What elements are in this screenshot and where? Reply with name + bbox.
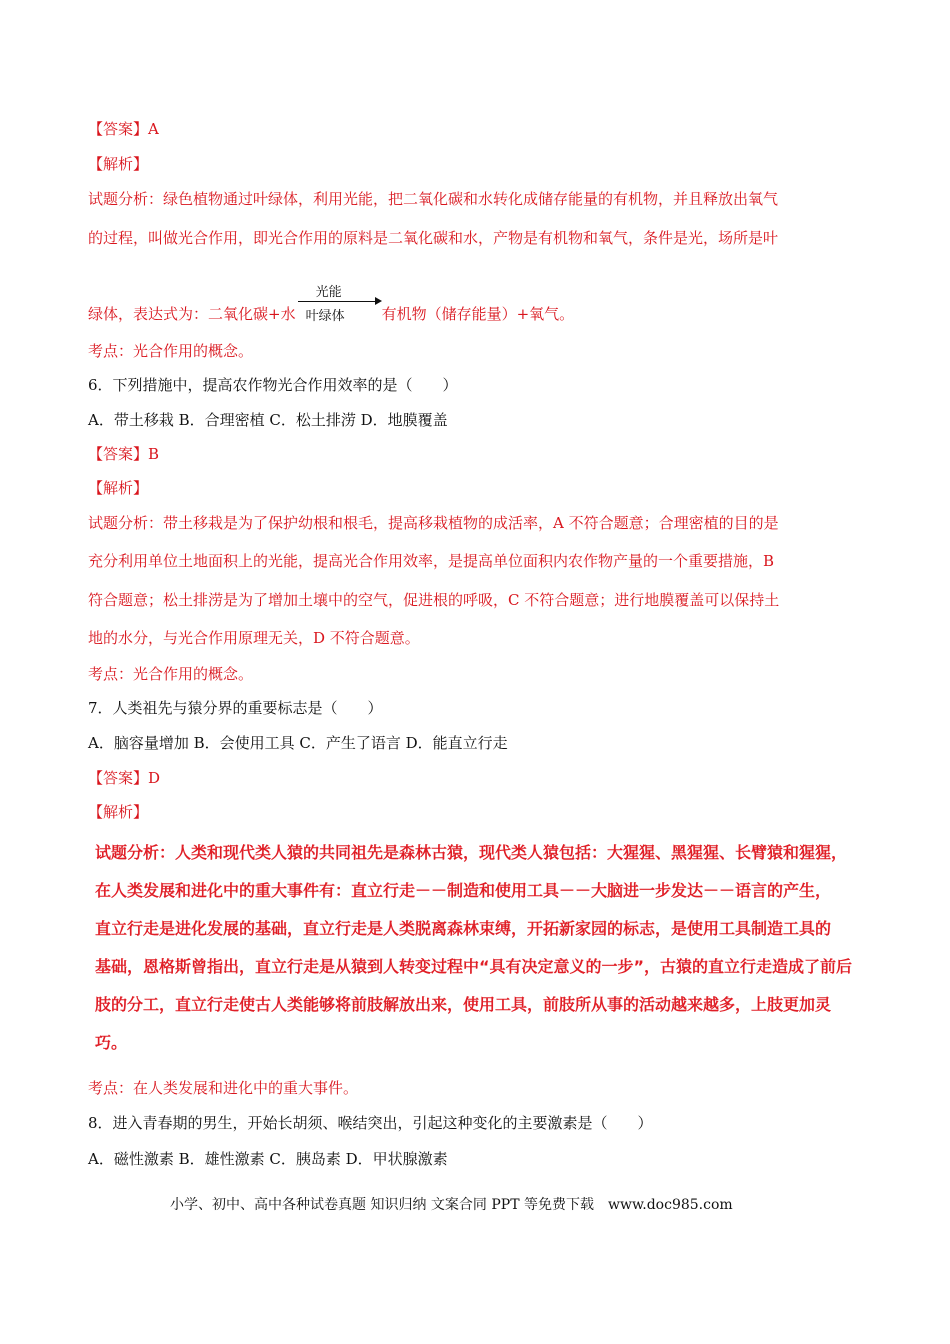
formula-left-text: 绿体，表达式为：二氧化碳+水 <box>88 305 296 323</box>
reaction-arrow <box>298 285 380 325</box>
question-8-options: A．磁性激素 B．雄性激素 C．胰岛素 D．甲状腺激素 <box>88 1150 448 1168</box>
analysis-text: 符合题意；松土排涝是为了增加土壤中的空气，促进根的呼吸，C 不符合题意；进行地膜覆盖可以保持土 <box>88 591 780 609</box>
formula-condition-chloroplast: 叶绿体 <box>305 309 345 324</box>
analysis-label: 【解析】 <box>88 479 149 497</box>
analysis-text-bold: 基础，恩格斯曾指出，直立行走是从猿到人转变过程中“具有决定意义的一步”，古猿的直立行走造成了前后 <box>95 957 853 976</box>
question-7: 7．人类祖先与猿分界的重要标志是（ ） <box>88 699 383 717</box>
analysis-text: 的过程，叫做光合作用，即光合作用的原料是二氧化碳和水，产物是有机物和氧气，条件是光，场所是叶 <box>88 229 779 247</box>
knowledge-point: 考点：光合作用的概念。 <box>88 665 254 683</box>
analysis-label: 【解析】 <box>88 803 149 821</box>
analysis-text-bold: 试题分析：人类和现代类人猿的共同祖先是森林古猿，现代类人猿包括：大猩猩、黑猩猩、长臂猿和猩猩， <box>95 843 848 862</box>
analysis-text-bold: 在人类发展和进化中的重大事件有：直立行走－－制造和使用工具－－大脑进一步发达－－语言的产生， <box>95 881 832 900</box>
knowledge-point: 考点：在人类发展和进化中的重大事件。 <box>88 1079 359 1097</box>
question-6-options: A．带土移栽 B．合理密植 C．松土排涝 D．地膜覆盖 <box>88 411 448 429</box>
analysis-text: 充分利用单位土地面积上的光能，提高光合作用效率，是提高单位面积内农作物产量的一个重要措施，B <box>88 552 775 570</box>
question-7-options: A．脑容量增加 B．会使用工具 C．产生了语言 D．能直立行走 <box>88 734 508 752</box>
knowledge-point: 考点：光合作用的概念。 <box>88 342 254 360</box>
analysis-text-bold: 肢的分工，直立行走使古人类能够将前肢解放出来，使用工具，前肢所从事的活动越来越多，上肢更加灵 <box>95 995 832 1014</box>
answer-label: 【答案】D <box>88 769 161 787</box>
analysis-text-bold: 直立行走是进化发展的基础，直立行走是人类脱离森林束缚，开拓新家园的标志，是使用工具制造工具的 <box>95 919 832 938</box>
question-6: 6．下列措施中，提高农作物光合作用效率的是（ ） <box>88 376 458 394</box>
answer-label: 【答案】B <box>88 445 160 463</box>
arrowhead-icon <box>375 297 382 305</box>
formula-condition-light: 光能 <box>315 285 342 300</box>
analysis-text-bold: 巧。 <box>95 1033 128 1052</box>
analysis-formula-line <box>88 285 575 325</box>
arrow-line <box>298 301 380 302</box>
analysis-text: 地的水分，与光合作用原理无关，D 不符合题意。 <box>88 629 420 647</box>
analysis-label: 【解析】 <box>88 155 149 173</box>
page-footer: 小学、初中、高中各种试卷真题 知识归纳 文案合同 PPT 等免费下载 www.doc985.com <box>170 1197 733 1213</box>
question-8: 8．进入青春期的男生，开始长胡须、喉结突出，引起这种变化的主要激素是（ ） <box>88 1114 653 1132</box>
analysis-text: 试题分析：带土移栽是为了保护幼根和根毛，提高移栽植物的成活率，A 不符合题意；合理密植的目的是 <box>88 514 779 532</box>
answer-label: 【答案】A <box>88 120 159 138</box>
formula-right-text: 有机物（储存能量）+氧气。 <box>381 305 575 323</box>
analysis-text: 试题分析：绿色植物通过叶绿体，利用光能，把二氧化碳和水转化成储存能量的有机物，并且释放出氧气 <box>88 190 779 208</box>
